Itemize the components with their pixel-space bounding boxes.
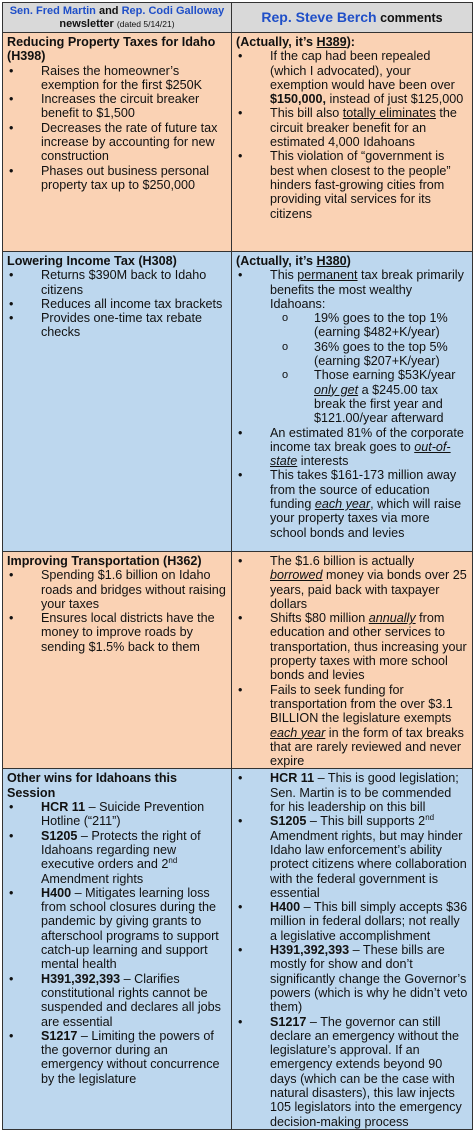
- section-title: [236, 35, 468, 49]
- section-title: Improving Transportation (H362): [7, 554, 202, 568]
- left-bullet-list: [7, 268, 227, 339]
- emphasis-text: borrowed: [270, 568, 323, 583]
- list-item: [236, 49, 468, 106]
- list-item: • Decreases the rate of future tax increase by accounting for new construction: [7, 121, 227, 164]
- item-text: – This bill supports 2: [306, 814, 426, 829]
- list-item: • Increases the circuit breaker benefit to $1,500: [7, 92, 227, 121]
- item-text: in the form of tax breaks that are rarely reviewed and never expire: [270, 725, 464, 769]
- item-text: This bill also: [270, 106, 343, 121]
- section-title: Other wins for Idahoans this Session: [7, 771, 178, 800]
- item-text: a $245.00 tax break the first year and $121.00/year afterward: [314, 382, 444, 426]
- bill-number: HCR 11: [41, 800, 86, 815]
- item-text: – These bills are mostly for show and don’t significantly change the Governor’s powers (which is why he didn’t veto them): [270, 943, 468, 1015]
- bill-number: H391,392,393: [41, 971, 121, 986]
- item-text: Amendment rights, but may hinder Idaho law enforcement’s ability protect citizens where collaboration with the federal government is essential: [270, 828, 467, 900]
- list-item: [236, 426, 468, 469]
- left-bullet-list: [7, 800, 227, 1086]
- emphasis-text: permanent: [297, 268, 358, 283]
- list-item: • Ensures local districts have the money to improve roads by sending $1.5% back to them: [7, 611, 227, 654]
- section-title: Lowering Income Tax (H308): [7, 254, 177, 268]
- item-text: Shifts $80 million: [270, 611, 369, 626]
- item-text: Those earning $53K/year: [314, 368, 456, 383]
- item-text: – Limiting the powers of the governor during an emergency without concurrence by the legislature: [41, 1028, 220, 1086]
- title-text: (Actually, it’s: [236, 35, 317, 49]
- item-text: An estimated 81% of the corporate income tax break goes to: [270, 425, 464, 454]
- item-text: from education and other services to transportation, thus increasing your property taxes with more school bonds and levies: [270, 611, 467, 683]
- list-item: • Raises the homeowner’s exemption for the first $250K: [7, 64, 227, 93]
- list-item: [236, 683, 468, 769]
- item-text: the circuit breaker benefit for an estimated 4,000 Idahoans: [270, 106, 457, 150]
- sub-list-item: o 19% goes to the top 1% (earning $482+K/year): [270, 311, 468, 340]
- emphasis-text: annually: [368, 611, 416, 626]
- emphasis-text: $150,000,: [270, 92, 327, 107]
- item-text: instead of just $125,000: [326, 92, 464, 107]
- item-text: interests: [297, 454, 349, 469]
- bill-number: H400: [41, 885, 72, 900]
- item-text: – Protects the right of Idahoans regarding new executive orders and 2: [41, 828, 201, 872]
- bill-number: H400: [270, 900, 301, 915]
- section-row-other-wins: [3, 769, 473, 1129]
- section-row-transportation: [3, 552, 473, 769]
- right-comments: comments: [380, 10, 443, 25]
- section-row-income-tax: [3, 252, 473, 552]
- bill-number: H391,392,393: [270, 943, 350, 958]
- section-title: [236, 254, 468, 268]
- header-right-cell: [232, 3, 473, 33]
- bill-number: S1217: [270, 1014, 307, 1029]
- item-text: This takes $161-173 million away from the source of education funding: [270, 468, 457, 512]
- bill-number: S1205: [41, 828, 78, 843]
- left-cell: [3, 252, 232, 552]
- right-cell: [232, 769, 473, 1129]
- item-text: money via bonds over 25 years, paid back with taxpayer dollars: [270, 568, 467, 611]
- left-cell: [3, 33, 232, 252]
- item-text: If the cap had been repealed (which I advocated), your exemption would have been over: [270, 49, 455, 92]
- list-item: [236, 771, 468, 814]
- list-item: [7, 886, 227, 972]
- ordinal-suffix: nd: [168, 856, 178, 866]
- right-author: Rep. Steve Berch: [261, 8, 377, 25]
- left-date: (dated 5/14/21): [116, 18, 175, 29]
- emphasis-text: out-of-state: [270, 439, 451, 469]
- item-text: This: [270, 268, 298, 283]
- item-text: , which will raise your property taxes via more school bonds and levies: [270, 497, 462, 540]
- title-text: ):: [346, 35, 355, 49]
- title-text: ): [346, 254, 351, 268]
- sub-list-item: o 36% goes to the top 5% (earning $207+K/year): [270, 340, 468, 369]
- item-text: The $1.6 billion is actually: [270, 554, 415, 568]
- item-text: – Mitigates learning loss from school closures during the pandemic by giving grants to afterschool programs to support catch-up learning and support mental health: [41, 885, 219, 972]
- list-item: • This violation of “government is best when closest to the people” hinders fast-growing cities from providing vital services for its citizens: [236, 149, 468, 220]
- list-item: • Phases out business personal property tax up to $250,000: [7, 164, 227, 193]
- list-item: [236, 943, 468, 1014]
- left-cell: [3, 552, 232, 769]
- header-left-cell: [3, 3, 232, 33]
- bill-number: S1205: [270, 814, 307, 829]
- bill-number: H380: [316, 254, 347, 268]
- comparison-table: [2, 2, 473, 1130]
- left-bullet-list: [7, 64, 227, 193]
- header-row: [3, 3, 473, 33]
- list-item: [7, 829, 227, 886]
- item-text: Fails to seek funding for transportation from the over $3.1 BILLION the legislature exempts: [270, 682, 453, 726]
- bill-number: HCR 11: [270, 771, 315, 786]
- right-bullet-list: [236, 49, 468, 221]
- item-text: tax break primarily benefits the most wealthy Idahoans:: [270, 268, 464, 311]
- emphasis-text: totally eliminates: [342, 106, 436, 121]
- list-item: [236, 611, 468, 682]
- list-item: [236, 554, 468, 611]
- list-item: [236, 268, 468, 425]
- item-text: – Clarifies constitutional rights cannot be suspended and declares all jobs are essential: [41, 971, 221, 1029]
- emphasis-text: only get: [314, 382, 359, 397]
- list-item: • Spending $1.6 billion on Idaho roads and bridges without raising your taxes: [7, 568, 227, 611]
- left-and: and: [98, 5, 119, 17]
- sub-list: [270, 311, 468, 425]
- item-text: – This is good legislation; Sen. Martin is to be commended for his leadership on this bill: [270, 771, 459, 815]
- item-text: – The governor can still declare an emergency without the legislature’s approval. If an emergency extends beyond 90 days (which can be the case with natural disasters), this law injects 105 legislators into the emergency decision-making process: [270, 1014, 462, 1129]
- ordinal-suffix: nd: [425, 813, 435, 823]
- list-item: • Provides one-time tax rebate checks: [7, 311, 227, 340]
- left-bullet-list: [7, 568, 227, 654]
- title-text: (Actually, it’s: [236, 254, 317, 268]
- sub-list-item: [270, 368, 468, 425]
- list-item: • Returns $390M back to Idaho citizens: [7, 268, 227, 297]
- right-bullet-list: [236, 771, 468, 1128]
- left-cell: [3, 769, 232, 1129]
- left-newsletter: newsletter: [59, 17, 114, 30]
- right-cell: [232, 552, 473, 769]
- left-author-1: Sen. Fred Martin: [9, 5, 96, 17]
- list-item: • Reduces all income tax brackets: [7, 297, 227, 311]
- emphasis-text: each year: [314, 497, 371, 512]
- right-bullet-list: [236, 554, 468, 768]
- list-item: [236, 900, 468, 943]
- bill-number: S1217: [41, 1028, 78, 1043]
- list-item: [7, 800, 227, 829]
- right-cell: [232, 33, 473, 252]
- bill-number: H389: [316, 35, 347, 49]
- right-bullet-list: [236, 268, 468, 540]
- item-text: – Suicide Prevention Hotline (“211”): [41, 800, 205, 829]
- left-author-2: Rep. Codi Galloway: [121, 5, 225, 17]
- item-text: – This bill simply accepts $36 million in federal dollars; not really a legislative accomplishment: [270, 900, 468, 943]
- section-row-property-tax: [3, 33, 473, 252]
- list-item: [236, 106, 468, 149]
- right-cell: [232, 252, 473, 552]
- emphasis-text: each year: [270, 725, 326, 740]
- item-text: Amendment rights: [41, 871, 144, 886]
- section-title: Reducing Property Taxes for Idaho (H398): [7, 35, 216, 64]
- list-item: [236, 814, 468, 900]
- list-item: [7, 972, 227, 1029]
- list-item: [236, 1015, 468, 1129]
- list-item: [236, 468, 468, 539]
- list-item: [7, 1029, 227, 1086]
